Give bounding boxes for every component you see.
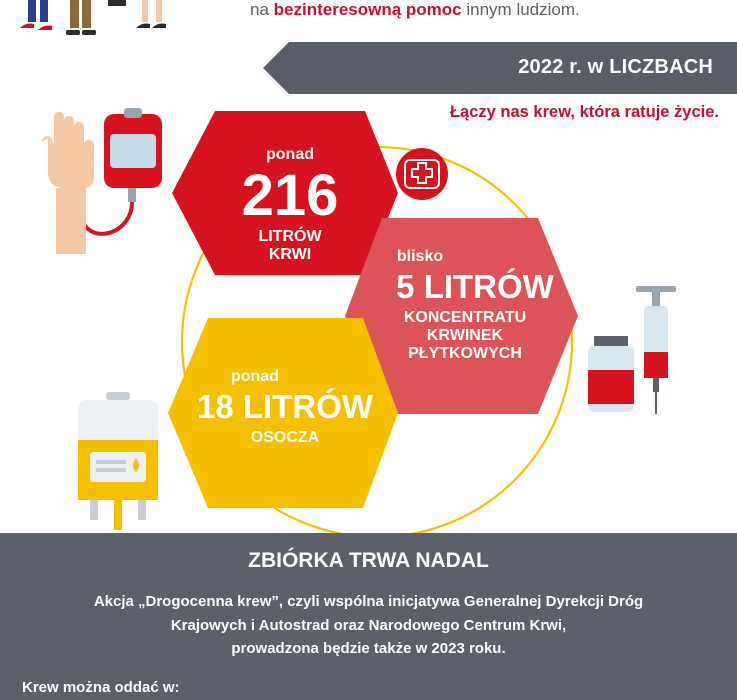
stat-blood-value: 216 [241,163,339,228]
panel-body: Akcja „Drogocenna krew”, czyli wspólna inicjatywa Generalnej Dyrekcji Dróg Krajowych i Autostrad oraz Narodowego Centrum Krwi, prowadzona będzie także w 2023 roku. [93,593,644,657]
intro-emphasis: bezinteresowną pomoc [273,0,462,19]
stat-plasma-value: 18 LITRÓW [196,388,373,425]
plasma-bag-icon [76,392,160,532]
header-tagline: Łączy nas krew, która ratuje życie. [449,103,719,121]
stat-platelets-value: 5 LITRÓW [396,268,554,305]
syringe-icon [636,286,676,414]
stat-blood-label: LITRÓW KRWI [258,228,322,263]
header-title: 2022 r. w LICZBACH [518,56,713,78]
panel-where-heading: Krew można oddać w: [22,679,180,696]
stat-plasma-label: OSOCZA [250,429,320,446]
panel-title: ZBIÓRKA TRWA NADAL [248,549,489,572]
blood-donation-hand-icon [40,108,170,258]
medical-cross-icon [396,148,448,200]
stat-platelets-label: KONCENTRATU KRWINEK PŁYTKOWYCH [403,309,527,362]
intro-text: na bezinteresowną pomoc innym ludziom. [250,0,580,19]
info-panel [0,533,737,700]
stat-blood-qualifier: ponad [266,146,314,163]
stat-plasma-qualifier: ponad [231,368,279,385]
stat-platelets-qualifier: blisko [396,248,444,265]
vial-icon [588,336,634,412]
vial-syringe-illustration [582,278,692,423]
